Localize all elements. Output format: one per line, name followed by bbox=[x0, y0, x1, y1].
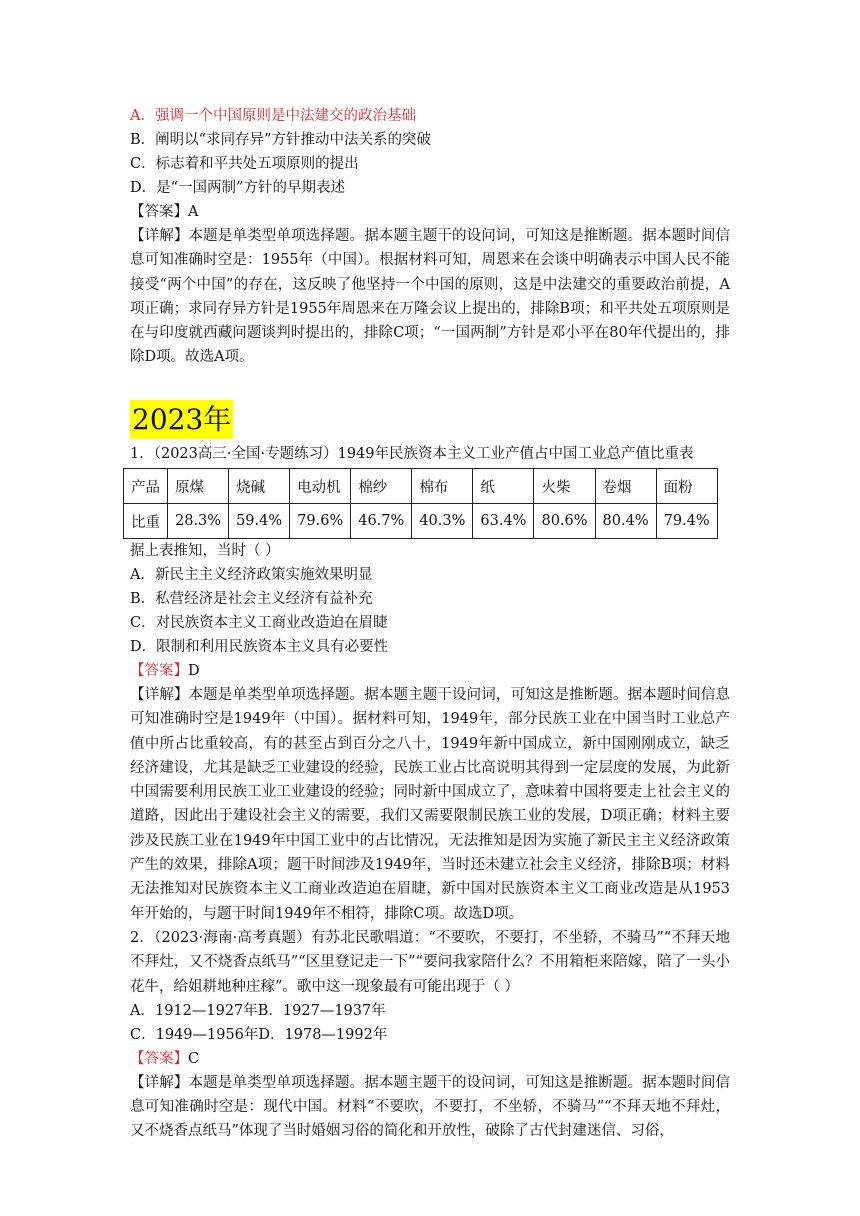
option-b[interactable]: B．阐明以“求同存异”方针推动中法关系的突破 bbox=[130, 132, 431, 148]
table-cell: 电动机 bbox=[290, 469, 351, 504]
option-b[interactable]: B．私营经济是社会主义经济有益补充 bbox=[130, 591, 373, 607]
data-table bbox=[123, 468, 718, 539]
answer-label: 【答案】 bbox=[130, 1050, 188, 1067]
table-cell: 比重 bbox=[124, 504, 168, 539]
answer-value: D bbox=[188, 663, 200, 679]
table-cell: 烧碱 bbox=[229, 469, 290, 504]
option-c[interactable]: C．标志着和平共处五项原则的提出 bbox=[130, 156, 359, 172]
explanation: 【详解】本题是单类型单项选择题。据本题主题干的设问词，可知这是推断题。据本题时间信息可知准确时空是：1955年（中国）。根据材料可知，周恩来在会谈中明确表示中国人民不能接受“两个中国”的存在，这反映了他坚持一个中国的原则，这是中法建交的重要政治前提，A项正确；求同存异方针是1955年周恩来在万隆会议上提出的，排除B项；和平共处五项原则是在与印度就西藏问题谈判时提出的，排除C项；“一国两制”方针是邓小平在80年代提出的，排除D项。故选A项。 bbox=[130, 228, 730, 366]
table-cell: 面粉 bbox=[656, 469, 717, 504]
table-cell: 79.6% bbox=[290, 504, 351, 539]
question-1-block bbox=[130, 442, 730, 1144]
table-cell: 棉纱 bbox=[351, 469, 412, 504]
table-cell: 28.3% bbox=[168, 504, 229, 539]
table-header-row bbox=[124, 469, 718, 504]
option-a[interactable]: A．强调一个中国原则是中法建交的政治基础 bbox=[130, 108, 416, 124]
table-cell: 棉布 bbox=[412, 469, 473, 504]
year-heading: 2023年 bbox=[130, 400, 233, 439]
table-cell: 卷烟 bbox=[595, 469, 656, 504]
explanation: 【详解】本题是单类型单项选择题。据本题主题干的设问词，可知这是推断题。据本题时间信息可知准确时空是：现代中国。材料“不要吹，不要打，不坐轿，不骑马”“不拜天地不拜灶，又不烧香点纸马”体现了当时婚姻习俗的简化和开放性，破除了古代封建迷信、习俗， bbox=[130, 1074, 730, 1140]
table-cell: 纸 bbox=[473, 469, 534, 504]
question-stem: 1．（2023高三·全国·专题练习）1949年民族资本主义工业产值占中国工业总产值比重表 bbox=[130, 446, 694, 462]
table-cell: 80.6% bbox=[534, 504, 595, 539]
table-cell: 产品 bbox=[124, 469, 168, 504]
table-cell: 40.3% bbox=[412, 504, 473, 539]
question-prompt: 据上表推知，当时（ ） bbox=[130, 543, 280, 559]
answer: 【答案】A bbox=[130, 204, 199, 220]
answer bbox=[130, 1047, 730, 1071]
table-cell: 79.4% bbox=[656, 504, 717, 539]
explanation: 【详解】本题是单类型单项选择题。据本题主题干设问词，可知这是推断题。据本题时间信息可知准确时空是1949年（中国）。据材料可知，1949年，部分民族工业在中国当时工业总产值中所占比重较高，有的甚至占到百分之八十，1949年新中国成立，新中国刚刚成立，缺乏经济建设，尤其是缺乏工业建设的经验，民族工业占比高说明其得到一定层度的发展，为此新中国需要利用民族工业工业建设的经验；同时新中国成立了，意味着中国将要走上社会主义的道路，因此出于建设社会主义的需要，我们又需要限制民族工业的发展，D项正确；材料主要涉及民族工业在1949年中国工业中的占比情况，无法推知是因为实施了新民主主义经济政策产生的效果，排除A项；题干时间涉及1949年，当时还未建立社会主义经济，排除B项；材料无法推知对民族资本主义工商业改造迫在眉睫，新中国对民族资本主义工商业改造是从1953年开始的，与题干时间1949年不相符，排除C项。故选D项。 bbox=[130, 687, 730, 922]
option-a[interactable]: A．新民主主义经济政策实施效果明显 bbox=[130, 567, 373, 583]
option-c[interactable]: C．对民族资本主义工商业改造迫在眉睫 bbox=[130, 615, 388, 631]
answer-label: 【答案】 bbox=[130, 663, 188, 679]
table-row bbox=[124, 504, 718, 539]
table-cell: 59.4% bbox=[229, 504, 290, 539]
table-cell: 46.7% bbox=[351, 504, 412, 539]
options-row-2[interactable]: C．1949—1956年D．1978—1992年 bbox=[130, 1026, 388, 1043]
option-d[interactable]: D．是“一国两制”方针的早期表述 bbox=[130, 180, 345, 196]
answer bbox=[130, 659, 730, 683]
table-cell: 80.4% bbox=[595, 504, 656, 539]
table-cell: 63.4% bbox=[473, 504, 534, 539]
option-d[interactable]: D．限制和利用民族资本主义具有必要性 bbox=[130, 639, 389, 655]
options-row-1[interactable]: A．1912—1927年B．1927—1937年 bbox=[130, 1002, 386, 1019]
table-cell: 原煤 bbox=[168, 469, 229, 504]
answer-value: C bbox=[188, 1050, 200, 1067]
table-cell: 火柴 bbox=[534, 469, 595, 504]
question-2-stem: 2．（2023·海南·高考真题）有苏北民歌唱道：“不要吹，不要打，不坐轿，不骑马”“不拜天地不拜灶，又不烧香点纸马”“区里登记走一下”“要问我家陪什么？不用箱柜来陪嫁，陪了一头小花牛，给姐耕地种庄稼”。歌中这一现象最有可能出现于（ ） bbox=[130, 929, 730, 995]
previous-question-block bbox=[130, 104, 730, 370]
